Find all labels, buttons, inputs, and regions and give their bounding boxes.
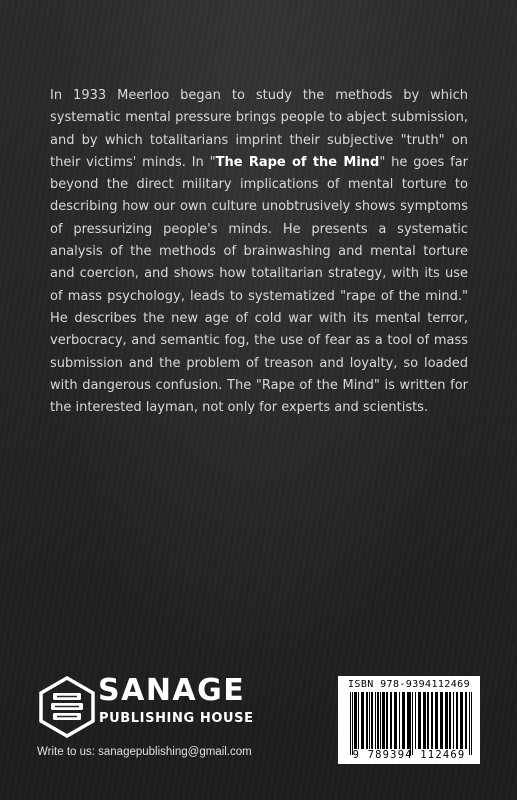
barcode-bar <box>431 692 433 749</box>
book-stack-shield-icon <box>36 676 98 738</box>
barcode-bar <box>375 692 376 749</box>
barcode-bar <box>399 692 400 749</box>
description-text-2: " he goes far beyond the direct military implications of mental torture to describing how our own culture unobtrusively shows symptoms of pressurizing people's minds. He presents a systematic analysis of the methods of brainwashing and mental torture and coercion, and shows how totalitarian strategy, with its use of mass psychology, leads to systematized "rape of the mind." He describes the new age of cold war with its mental terror, verbocracy, and semantic fog, the use of fear as a tool of mass submission and the problem of treason and loyalty, so loaded with dangerous confusion. The "Rape of the Mind" is written for the interested layman, not only for experts and scientists. <box>50 154 469 416</box>
barcode-bar <box>390 692 392 749</box>
barcode-guard-bar <box>471 692 472 755</box>
barcode-guard-bar <box>352 692 353 755</box>
barcode-bar <box>453 692 454 749</box>
barcode-bar <box>369 692 370 749</box>
description-text-1: In 1933 Meerloo began to study the methods by which systematic mental pressure brings people to abject submission, and by which totalitarians imprint their subjective "truth" on their victims' minds. In " <box>50 88 468 170</box>
barcode-guard-bar <box>410 692 411 755</box>
barcode-bar <box>449 692 451 749</box>
barcode-guard-bar <box>469 692 470 755</box>
barcode-guard-bar <box>350 692 351 755</box>
barcode-bar <box>427 692 429 749</box>
barcode-bar <box>354 692 357 749</box>
barcode-bar <box>366 692 368 749</box>
barcode-bar <box>402 692 405 749</box>
publisher-name: SANAGE <box>98 673 246 708</box>
barcode-bar <box>456 692 458 749</box>
barcode-digits: 9 789394 112469 <box>352 749 466 761</box>
barcode-bar <box>407 692 410 749</box>
book-description <box>50 85 468 419</box>
barcode-bar <box>382 692 385 749</box>
barcode-bar <box>358 692 359 749</box>
book-title-bold: The Rape of the Mind <box>215 154 380 170</box>
barcode-bar <box>361 692 364 749</box>
barcode-bar <box>394 692 397 749</box>
publisher-contact: Write to us: sanagepublishing@gmail.com <box>37 746 252 758</box>
barcode-bar <box>386 692 388 749</box>
barcode-bar <box>371 692 373 749</box>
barcode-bar <box>418 692 421 749</box>
barcode-bar <box>415 692 416 749</box>
isbn-barcode <box>338 676 480 764</box>
barcode-bar <box>423 692 426 749</box>
barcode-bar <box>377 692 379 749</box>
barcode-guard-bar <box>412 692 413 755</box>
barcode-bar <box>380 692 381 749</box>
barcode-bar <box>445 692 448 749</box>
barcode-bar <box>435 692 438 749</box>
barcode-bar <box>460 692 463 749</box>
publisher-subtitle: PUBLISHING HOUSE <box>99 711 254 726</box>
barcode-bar <box>440 692 443 749</box>
isbn-label: ISBN 978-9394112469 <box>348 679 470 690</box>
barcode-bar <box>465 692 467 749</box>
